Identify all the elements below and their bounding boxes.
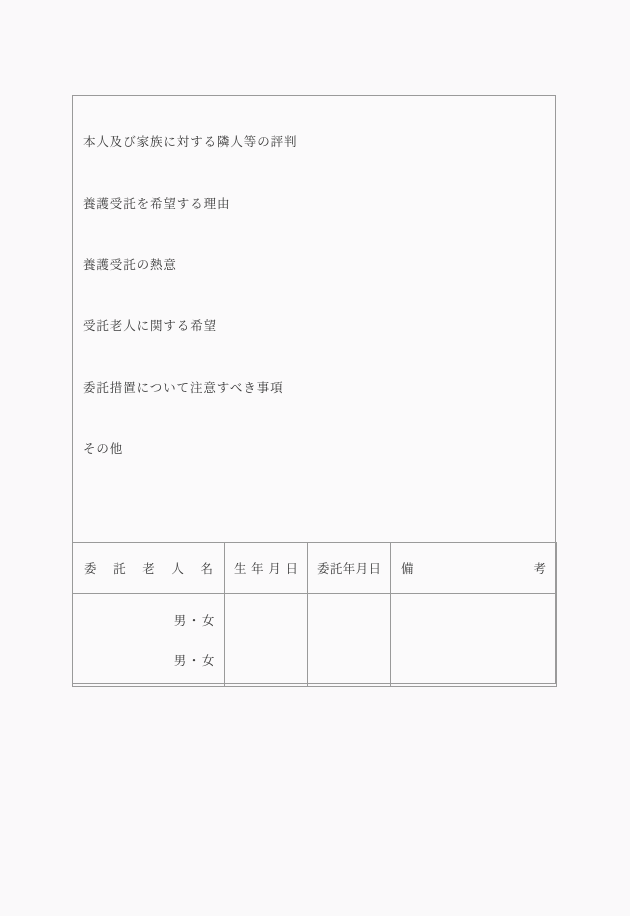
item-label-precautions: 委託措置について注意すべき事項 xyxy=(83,380,284,395)
cell-remarks-entry[interactable] xyxy=(391,594,557,687)
sex-options-row-1[interactable]: 男・女 xyxy=(173,613,216,628)
header-entrust-char-2: 年 xyxy=(342,561,356,576)
header-cell-birth-date xyxy=(225,543,308,594)
sex-option-stack xyxy=(73,594,224,686)
header-name-char-4: 名 xyxy=(200,561,213,576)
item-label-reason-for-request: 養護受託を希望する理由 xyxy=(83,196,231,211)
table-header-row xyxy=(73,543,557,594)
header-cell-name xyxy=(73,543,225,594)
item-label-preferences-about-elderly: 受託老人に関する希望 xyxy=(83,318,218,333)
form-frame xyxy=(72,95,556,684)
item-label-reputation: 本人及び家族に対する隣人等の評判 xyxy=(83,134,298,149)
sex-options-row-2[interactable]: 男・女 xyxy=(173,653,216,668)
cell-birth-date-entry[interactable] xyxy=(225,594,308,687)
items-section xyxy=(73,96,555,542)
header-entrust-char-0: 委 xyxy=(317,561,330,576)
header-entrust-char-1: 託 xyxy=(329,561,343,576)
header-remarks-left: 備 xyxy=(401,561,414,576)
header-name-char-2: 老 xyxy=(142,561,155,576)
cell-name-entry[interactable] xyxy=(73,594,225,687)
header-birth-char-1: 年 xyxy=(251,561,264,576)
cell-entrust-date-entry[interactable] xyxy=(308,594,391,687)
header-name-char-0: 委 xyxy=(84,561,97,576)
header-name-char-1: 託 xyxy=(113,561,126,576)
header-name-char-3: 人 xyxy=(171,561,184,576)
entrusted-persons-table xyxy=(72,542,557,687)
header-birth-char-0: 生 xyxy=(234,561,247,576)
header-remarks-right: 考 xyxy=(533,561,546,576)
header-cell-remarks xyxy=(391,543,557,594)
header-entrust-char-3: 月 xyxy=(355,561,369,576)
table-body-row xyxy=(73,594,557,687)
header-entrust-char-4: 日 xyxy=(368,561,381,576)
header-cell-entrust-date xyxy=(308,543,391,594)
header-birth-char-3: 日 xyxy=(285,561,298,576)
header-birth-char-2: 月 xyxy=(268,561,281,576)
item-label-other: その他 xyxy=(83,441,124,456)
item-label-enthusiasm: 養護受託の熱意 xyxy=(83,257,177,272)
